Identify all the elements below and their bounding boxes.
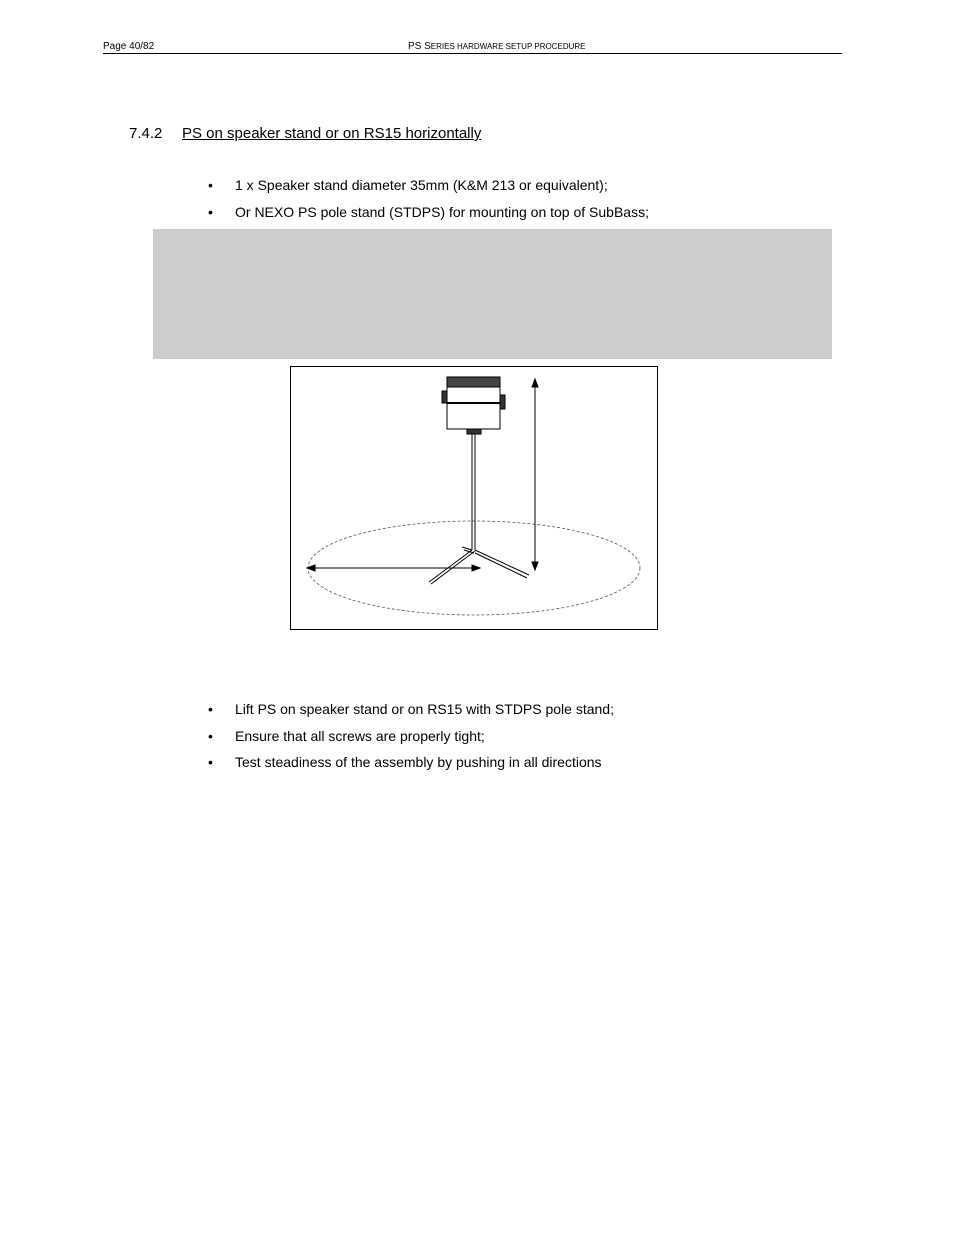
list-item: • Test steadiness of the assembly by pushing in all directions [208, 754, 602, 770]
bullet-icon: • [208, 177, 213, 193]
bullet-icon: • [208, 203, 213, 220]
header-divider [103, 53, 842, 54]
figure-frame [290, 366, 658, 630]
stand-pole [429, 434, 529, 584]
bullet-icon: • [208, 754, 213, 770]
height-dimension-arrow [532, 379, 538, 570]
section-title: PS on speaker stand or on RS15 horizontally [182, 125, 482, 142]
list-item: • Or NEXO PS pole stand (STDPS) for mounting on top of SubBass; [208, 203, 649, 220]
speaker-cabinet [442, 377, 505, 434]
section-number: 7.4.2 [129, 125, 163, 142]
steps-list [208, 701, 614, 781]
section-heading [129, 125, 481, 142]
requirements-list [208, 177, 649, 230]
page-number: Page 40/82 [103, 41, 155, 52]
list-item: • Lift PS on speaker stand or on RS15 with STDPS pole stand; [208, 701, 614, 717]
note-box [153, 229, 832, 359]
bullet-icon: • [208, 701, 213, 717]
bullet-icon: • [208, 727, 213, 744]
document-title-rest: ERIES HARDWARE SETUP PROCEDURE [430, 42, 586, 51]
radius-dimension-arrow [307, 565, 480, 571]
list-item: • 1 x Speaker stand diameter 35mm (K&M 213 or equivalent); [208, 177, 608, 193]
speaker-on-stand-illustration [291, 367, 657, 629]
list-item: • Ensure that all screws are properly tight; [208, 727, 485, 744]
document-title [408, 41, 586, 52]
document-title-initial: PS S [408, 41, 431, 52]
